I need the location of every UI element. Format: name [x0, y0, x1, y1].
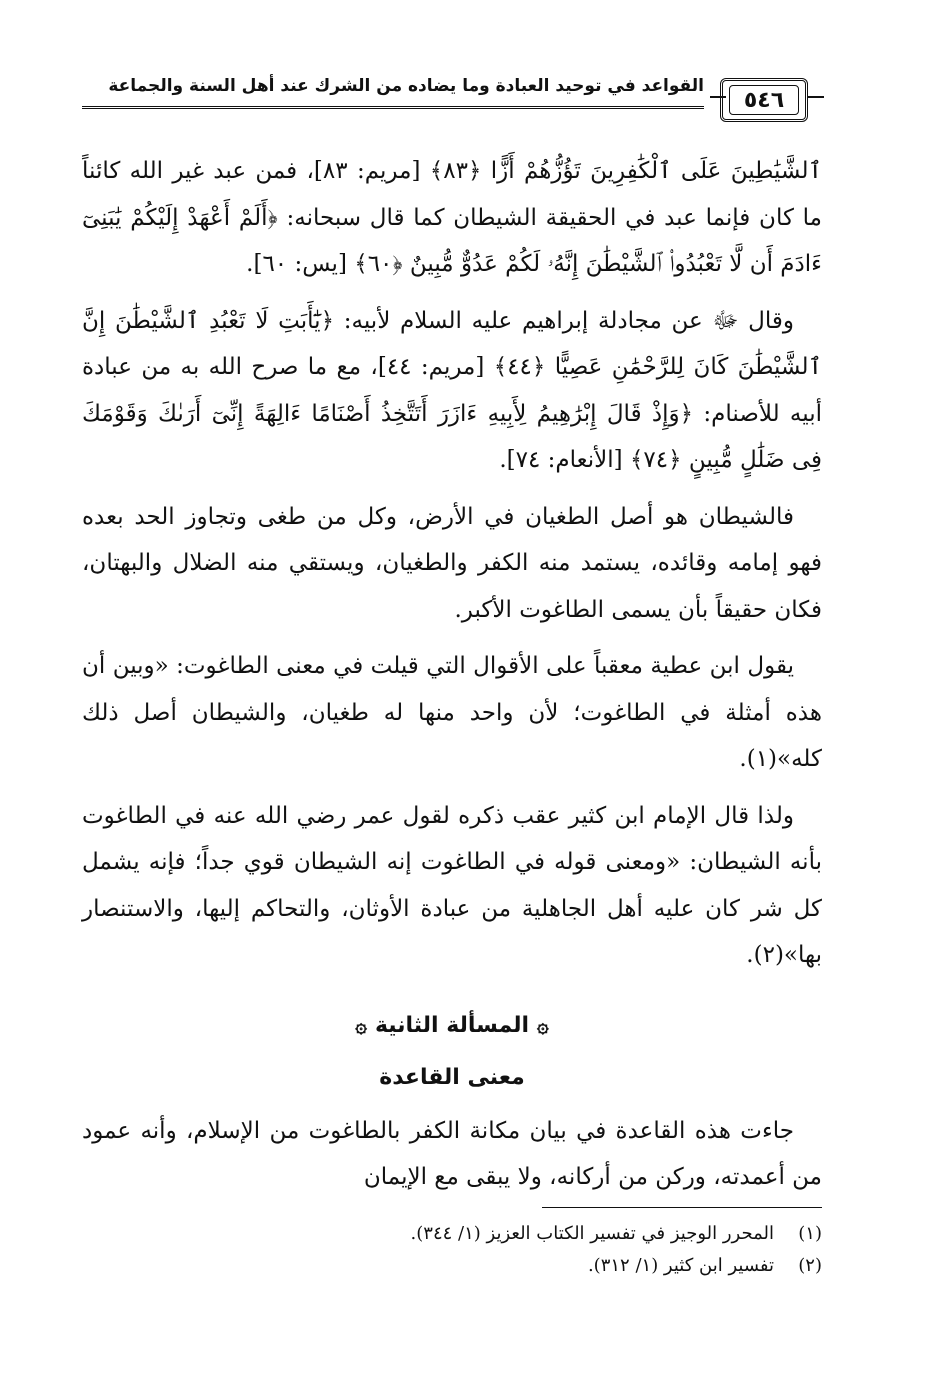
page-number-frame: [720, 78, 808, 122]
section-title: المسألة الثانية: [374, 1012, 530, 1038]
page-number: ٥٤٦: [729, 85, 799, 115]
footnote-rule: [542, 1207, 822, 1208]
paragraph-1: ٱلشَّيَٰطِينَ عَلَى ٱلْكَٰفِرِينَ تَؤُزُّهُمْ أَزًّا ﴿٨٣﴾ [مريم: ٨٣]، فمن عبد غير الله كائناً ما كان فإنما عبد في الحقيقة الشيطان كما قال سبحانه: ﴿أَلَمْ أَعْهَدْ إِلَيْكُمْ يَٰبَنِىٓ ءَادَمَ أَن لَّا تَعْبُدُوا۟ ٱلشَّيْطَٰنَ إِنَّهُۥ لَكُمْ عَدُوٌّ مُّبِينٌ ﴿٦٠﴾ [يس: ٦٠].: [82, 158, 822, 277]
subsection-heading: معنى القاعدة: [379, 1064, 525, 1090]
page-header: [82, 72, 822, 132]
page-number-ornament-right: [808, 96, 824, 98]
footnote-text: المحرر الوجيز في تفسير الكتاب العزيز (١/ ٣٤٤).: [410, 1223, 774, 1244]
running-title: القواعد في توحيد العبادة وما يضاده من الشرك عند أهل السنة والجماعة: [108, 76, 704, 96]
footnote-1: [102, 1218, 822, 1250]
page-number-box: [712, 78, 822, 118]
ornament-flower-icon: ۞: [537, 1012, 549, 1037]
footnote-number: (٢): [798, 1255, 822, 1276]
header-rule: [82, 106, 704, 111]
footnote-2: [102, 1250, 822, 1282]
main-text: [82, 148, 822, 1201]
footnote-text: تفسير ابن كثير (١/ ٣١٢).: [587, 1255, 774, 1276]
paragraph-6: جاءت هذه القاعدة في بيان مكانة الكفر بالطاغوت من الإسلام، وأنه عمود من أعمدته، وركن من أركانه، ولا يبقى مع الإيمان: [82, 1117, 822, 1190]
footnote-number: (١): [798, 1223, 822, 1244]
paragraph-4: يقول ابن عطية معقباً على الأقوال التي قيلت في معنى الطاغوت: «وبين أن هذه أمثلة في الطاغوت؛ لأن واحد منها له طغيان، والشيطان أصل ذلك كله»(١).: [82, 653, 822, 772]
ornament-flower-icon: ۞: [355, 1012, 367, 1037]
footnotes: [102, 1218, 822, 1282]
paragraph-2: وقال ﷻ عن مجادلة إبراهيم عليه السلام لأبيه: ﴿يَٰٓأَبَتِ لَا تَعْبُدِ ٱلشَّيْطَٰنَ إِنَّ ٱلشَّيْطَٰنَ كَانَ لِلرَّحْمَٰنِ عَصِيًّا ﴿٤٤﴾ [مريم: ٤٤]، مع ما صرح الله به من عبادة أبيه للأصنام: ﴿وَإِذْ قَالَ إِبْرَٰهِيمُ لِأَبِيهِ ءَازَرَ أَتَتَّخِذُ أَصْنَامًا ءَالِهَةً إِنِّىٓ أَرَىٰكَ وَقَوْمَكَ فِى ضَلَٰلٍ مُّبِينٍ ﴿٧٤﴾ [الأنعام: ٧٤].: [82, 307, 822, 473]
paragraph-5: ولذا قال الإمام ابن كثير عقب ذكره لقول عمر رضي الله عنه في الطاغوت بأنه الشيطان: «ومعنى قوله في الطاغوت إنه الشيطان قوي جداً؛ فإنه يشمل كل شر كان عليه أهل الجاهلية من عبادة الأوثان، والتحاكم إليها، والاستنصار بها»(٢).: [82, 802, 822, 968]
paragraph-3: فالشيطان هو أصل الطغيان في الأرض، وكل من طغى وتجاوز الحد بعده فهو إمامه وقائده، يستمد منه الكفر والطغيان، ويستقي منه الضلال والبهتان، فكان حقيقاً بأن يسمى الطاغوت الأكبر.: [82, 503, 822, 623]
section-heading: [82, 1003, 822, 1048]
